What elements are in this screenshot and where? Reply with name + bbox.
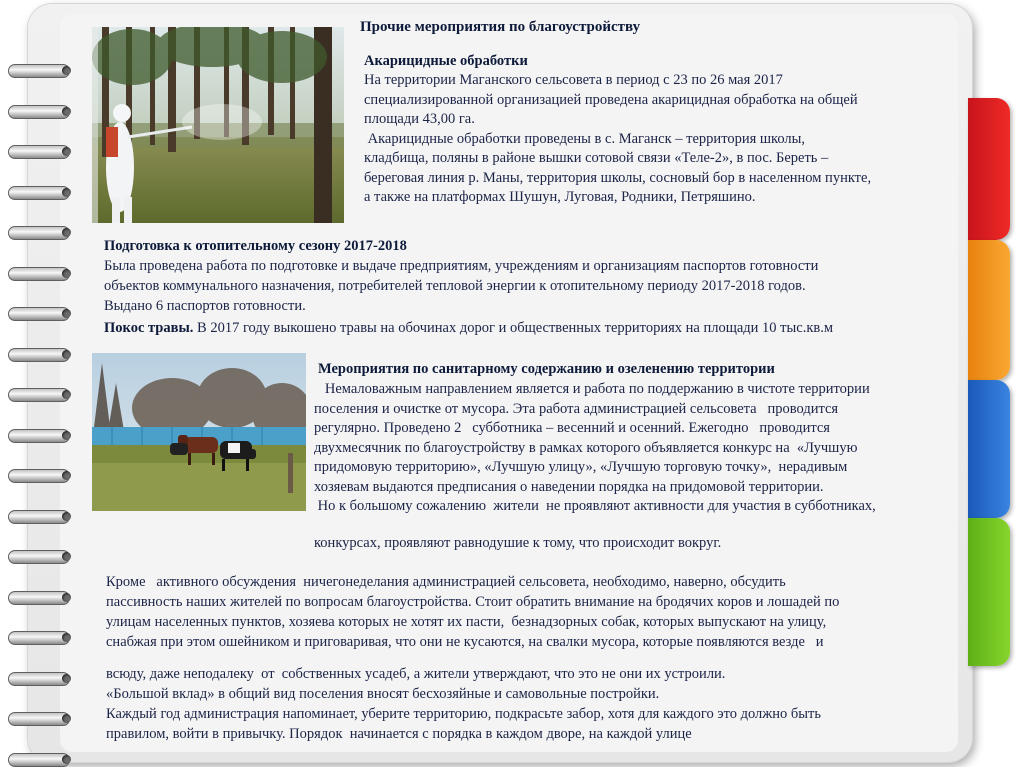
spiral-ring: [0, 469, 74, 483]
ring-hole: [62, 228, 71, 237]
forest-photo-graphic: [92, 27, 344, 223]
text-line: Немаловажным направлением является и работа по поддержанию в чистоте территории: [314, 381, 870, 397]
sanitary-text: [314, 380, 988, 517]
ring-loop: [8, 226, 70, 240]
spiral-ring: [0, 753, 74, 767]
text-line: береговая линия р. Маны, территория школы, сосновый бор в населенном пункте,: [364, 169, 872, 186]
spiral-ring: [0, 267, 74, 281]
text-line: Кроме активного обсуждения ничегонеделания администрацией сельсовета, необходимо, наверно, обсудить: [106, 574, 786, 590]
heating-heading: Подготовка к отопительному сезону 2017-2018: [104, 238, 407, 254]
ring-loop: [8, 510, 70, 524]
ring-loop: [8, 429, 70, 443]
text-line: поселения и очистке от мусора. Эта работа администрацией сельсовета проводится: [314, 400, 839, 417]
text-line: хозяевам выдаются предписания о наведении порядка на придомовой территории.: [314, 478, 824, 495]
mowing-text: В 2017 году выкошено травы на обочинах дорог и общественных территориях на площади 10 тыс.кв.м: [193, 320, 834, 336]
spiral-ring: [0, 631, 74, 645]
text-line: правилом, войти в привычку. Порядок начинается с порядка в каждом дворе, на каждой улице: [106, 726, 692, 742]
heating-text: [104, 256, 964, 316]
ring-loop: [8, 348, 70, 362]
ring-hole: [62, 147, 71, 156]
ring-hole: [62, 674, 71, 683]
ring-loop: [8, 469, 70, 483]
sanitary-heading: Мероприятия по санитарному содержанию и озеленению территории: [318, 361, 775, 377]
ring-hole: [62, 471, 71, 480]
sanitary-tail: конкурсах, проявляют равнодушие к тому, что происходит вокруг.: [314, 535, 722, 551]
ring-loop: [8, 672, 70, 686]
spiral-ring: [0, 388, 74, 402]
text-line: Выдано 6 паспортов готовности.: [104, 298, 306, 314]
ring-hole: [62, 755, 71, 764]
spiral-ring: [0, 186, 74, 200]
ring-loop: [8, 550, 70, 564]
mowing-label: Покос травы.: [104, 320, 194, 336]
ring-hole: [62, 552, 71, 561]
text-line: регулярно. Проведено 2 субботника – весенний и осенний. Ежегодно проводится: [314, 420, 830, 436]
ring-hole: [62, 512, 71, 521]
text-line: Каждый год администрация напоминает, уберите территорию, подкрасьте забор, хотя для каждого это должно быть: [106, 706, 821, 722]
ring-hole: [62, 714, 71, 723]
ring-loop: [8, 307, 70, 321]
ring-hole: [62, 350, 71, 359]
acaricide-text: [364, 71, 970, 208]
ring-loop: [8, 753, 70, 767]
ring-loop: [8, 186, 70, 200]
bottom-text-part2: [106, 664, 976, 744]
text-line: Но к большому сожалению жители не проявляют активности для участия в субботниках,: [314, 498, 876, 514]
spiral-ring: [0, 348, 74, 362]
text-line: а также на платформах Шушун, Луговая, Родники, Петряшино.: [364, 189, 756, 205]
text-line: специализированной организацией проведена акарицидная обработка на общей: [364, 91, 858, 108]
spiral-ring: [0, 429, 74, 443]
acaricide-heading: Акарицидные обработки: [364, 53, 528, 69]
text-line: Была проведена работа по подготовке и выдаче предприятиям, учреждениям и организациям паспортов готовности: [104, 258, 819, 274]
ring-loop: [8, 267, 70, 281]
spiral-ring: [0, 591, 74, 605]
spiral-ring: [0, 105, 74, 119]
text-line: кладбища, поляны в районе вышки сотовой связи «Теле-2», в пос. Береть –: [364, 150, 829, 166]
cows-photo-graphic: [92, 353, 306, 511]
ring-loop: [8, 145, 70, 159]
ring-hole: [62, 633, 71, 642]
spiral-ring: [0, 226, 74, 240]
text-line: объектов коммунального назначения, потребителей тепловой энергии к отопительному периоду 2017-2018 годов.: [104, 278, 806, 294]
ring-hole: [62, 188, 71, 197]
page-title: Прочие мероприятия по благоустройству: [360, 19, 641, 35]
spiral-ring: [0, 64, 74, 78]
text-line: двухмесячник по благоустройству в рамках которого объявляется конкурс на «Лучшую: [314, 439, 858, 456]
spiral-ring: [0, 550, 74, 564]
ring-hole: [62, 431, 71, 440]
spiral-ring: [0, 145, 74, 159]
text-line: снабжая при этом ошейником и приговаривая, что они не кусаются, на свалки мусора, которые появляются везде и: [106, 634, 824, 650]
mowing-paragraph: [104, 319, 974, 338]
spiral-ring: [0, 672, 74, 686]
text-line: «Большой вклад» в общий вид поселения вносят бесхозяйные и самовольные постройки.: [106, 686, 660, 702]
text-line: Акарицидные обработки проведены в с. Маганск – территория школы,: [364, 130, 806, 147]
ring-hole: [62, 593, 71, 602]
ring-loop: [8, 105, 70, 119]
tab-orange[interactable]: [968, 240, 1010, 380]
spiral-ring: [0, 510, 74, 524]
ring-loop: [8, 712, 70, 726]
tab-red[interactable]: [968, 98, 1010, 240]
ring-hole: [62, 66, 71, 75]
text-line: всюду, даже неподалеку от собственных усадеб, а жители утверждают, что это не они их устроили.: [106, 666, 726, 682]
spiral-ring: [0, 307, 74, 321]
text-line: придомовую территорию», «Лучшую улицу», «Лучшую торговую точку», нерадивым: [314, 459, 848, 475]
ring-loop: [8, 591, 70, 605]
forest-spraying-photo: [92, 27, 344, 223]
ring-hole: [62, 390, 71, 399]
text-line: площади 43,00 га.: [364, 111, 475, 127]
text-line: улицам населенных пунктов, хозяева которых не хотят их пасти, безнадзорных собак, которых выпускают на улицу,: [106, 614, 827, 630]
spiral-ring: [0, 712, 74, 726]
ring-hole: [62, 107, 71, 116]
ring-loop: [8, 631, 70, 645]
bottom-text-part1: [106, 572, 976, 652]
text-line: На территории Маганского сельсовета в период с 23 по 26 мая 2017: [364, 72, 783, 88]
ring-hole: [62, 269, 71, 278]
ring-hole: [62, 309, 71, 318]
cows-pasture-photo: [92, 353, 306, 511]
ring-loop: [8, 64, 70, 78]
text-line: пассивность наших жителей по вопросам благоустройства. Стоит обратить внимание на бродячих коров и лошадей по: [106, 594, 840, 610]
ring-loop: [8, 388, 70, 402]
